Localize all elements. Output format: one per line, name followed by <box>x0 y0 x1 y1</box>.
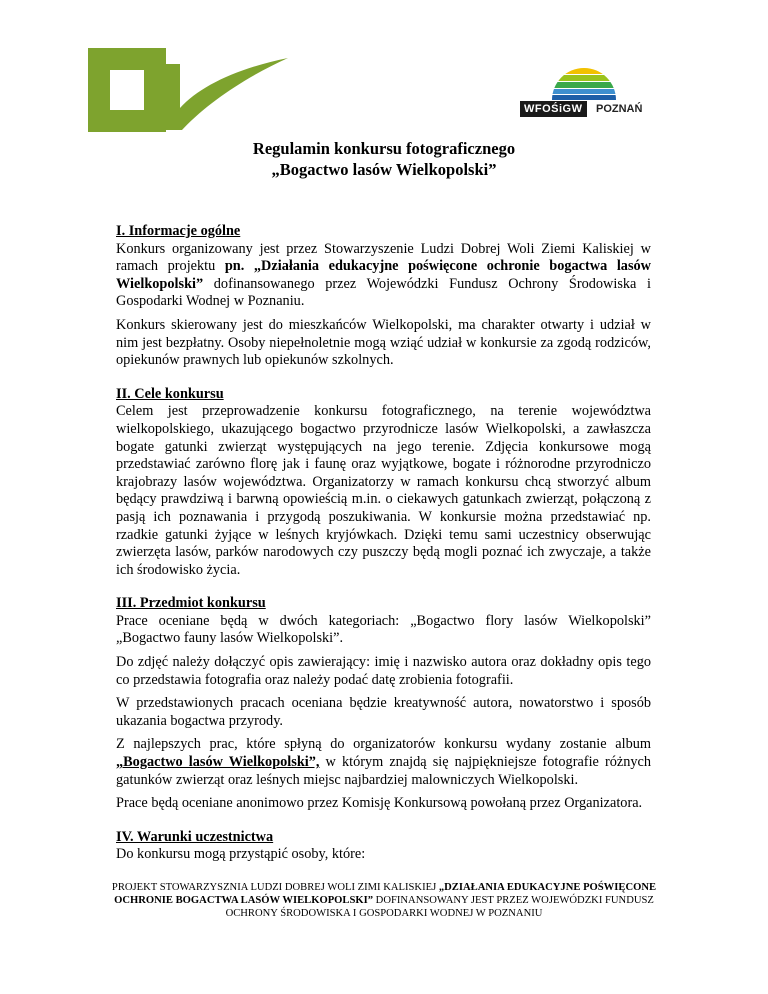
logo-cutout <box>110 70 144 110</box>
section-4 <box>116 829 651 864</box>
title-line-2: „Bogactwo lasów Wielkopolski” <box>271 160 497 179</box>
paragraph: Prace oceniane będą w dwóch kategoriach: „Bogactwo flory lasów Wielkopolski” „Bogactwo fauny lasów Wielkopolski”. <box>116 612 651 647</box>
logo-swoosh <box>148 58 288 130</box>
section-heading: I. Informacje ogólne <box>116 223 241 239</box>
paragraph: Prace będą oceniane anonimowo przez Komisję Konkursową powołaną przez Organizatora. <box>116 795 643 812</box>
section-heading: IV. Warunki uczestnictwa <box>116 828 274 845</box>
section-heading: III. Przedmiot konkursu <box>116 595 266 612</box>
section-2 <box>116 386 651 580</box>
paragraph: Celem jest przeprowadzenie konkursu fotograficznego, na terenie województwa wielkopolskiego, ukazującego bogactwo przyrodnicze lasów Wielkopolski, a zawłaszcza bogate gatunki zwierząt występujących na jego terenie. Zdjęcia konkursowe mogą przedstawiać zarówno florę jak i faunę oraz wyjątkowe, bogate i różnorodne przyrodniczo krajobrazy lasów województwa. Organizatorzy w ramach konkursu chcą stworzyć album będący prawdziwą i barwną opowieścią m.in. o ciekawych gatunkach zwierząt, połączoną z pasją ich poznawania i przygodą poszukiwania. W konkursie można przedstawiać np. rzadkie gatunki żyjące w leśnych kryjówkach. Dzięki temu sami uczestnicy obserwując zwierzęta lasów, parków narodowych czy puszczy będą mogli poznać ich zwyczaje, a także ich środowisko życia. <box>116 403 651 578</box>
paragraph: Konkurs skierowany jest do mieszkańców Wielkopolski, ma charakter otwarty i udział w nim jest bezpłatny. Osoby niepełnoletnie mogą wziąć udział w konkursie za zgodą rodziców, opiekunów prawnych lub opiekunów szkolnych. <box>116 316 651 369</box>
wfosigw-emblem <box>514 46 654 102</box>
section-1 <box>116 223 651 370</box>
paragraph: Z najlepszych prac, które spłyną do organizatorów konkursu wydany zostanie album „Bogactwo lasów Wielkopolski”, w którym znajdą się najpiękniejsze fotografie różnych gatunków zwierząt oraz leśnych miejsc najbardziej malowniczych Wielkopolski. <box>116 736 652 788</box>
ludzi-dobrej-woli-logo <box>88 46 288 134</box>
project-name: pn. „Działania edukacyjne poświęcone ochronie bogactwa lasów Wielkopolski” <box>116 258 651 292</box>
section-heading: II. Cele konkursu <box>116 385 224 402</box>
footer-project-name: „DZIAŁANIA EDUKACYJNE POŚWIĘCONE OCHRONIE BOGACTWA LASÓW WIELKOPOLSKI” <box>114 882 657 906</box>
paragraph: Konkurs organizowany jest przez Stowarzyszenie Ludzi Dobrej Woli Ziemi Kaliskiej w ramach projektu pn. „Działania edukacyjne poświęcone ochronie bogactwa lasów Wielkopolski” dofinansowanego przez Wojewódzki Fundusz Ochrony Środowiska i Gospodarki Wodnej w Poznaniu. <box>116 240 651 310</box>
paragraph: Do konkursu mogą przystąpić osoby, które: <box>116 846 366 863</box>
album-title: „Bogactwo lasów Wielkopolski”, <box>116 754 320 771</box>
paragraph: Do zdjęć należy dołączyć opis zawierający: imię i nazwisko autora oraz dokładny opis tego co przedstawia fotografia oraz należy podać datę zrobienia fotografii. <box>116 654 651 688</box>
wfosigw-city: POZNAŃ <box>596 103 643 115</box>
page-footer: PROJEKT STOWARZYSZNIA LUDZI DOBREJ WOLI ZIMI KALISKIEJ „DZIAŁANIA EDUKACYJNE POŚWIĘCONE OCHRONIE BOGACTWA LASÓW WIELKOPOLSKI” DOFINANSOWANY JEST PRZEZ WOJEWÓDZKI FUNDUSZ OCHRONY ŚRODOWISKA I GOSPODARKI WODNEJ W POZNANIU <box>111 882 657 919</box>
title-line-1: Regulamin konkursu fotograficznego <box>252 139 516 158</box>
wfosigw-badge: WFOŚiGW <box>520 101 587 117</box>
paragraph: W przedstawionych pracach oceniana będzie kreatywność autora, nowatorstwo i sposób ukazania bogactwa przyrody. <box>116 695 651 729</box>
section-3 <box>116 595 651 813</box>
document-body <box>116 223 651 870</box>
wfosigw-logo <box>514 46 654 122</box>
document-title <box>0 138 768 180</box>
